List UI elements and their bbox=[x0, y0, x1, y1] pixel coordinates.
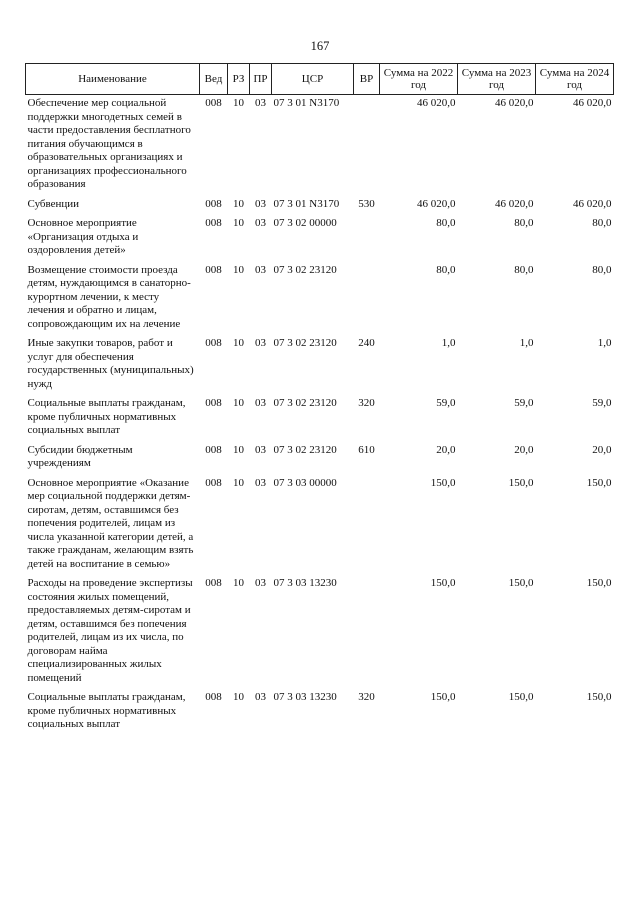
row-rz: 10 bbox=[233, 217, 244, 229]
row-csr: 07 3 01 N3170 bbox=[273, 197, 340, 210]
row-pr: 03 bbox=[255, 263, 266, 276]
table-row bbox=[26, 395, 614, 442]
row-ved: 008 bbox=[205, 337, 222, 349]
header-sum-2023: Сумма на 2023 год bbox=[458, 64, 536, 95]
row-name: Иные закупки товаров, работ и услуг для обеспечения государственных (муниципальных) нужд bbox=[27, 337, 194, 390]
table-row bbox=[26, 95, 614, 196]
row-sum-2023: 46 020,0 bbox=[495, 197, 534, 210]
row-vr: 320 bbox=[358, 397, 375, 409]
row-sum-2024: 59,0 bbox=[592, 397, 612, 409]
row-csr: 07 3 03 13230 bbox=[273, 577, 337, 589]
row-pr: 03 bbox=[255, 443, 266, 456]
row-pr: 03 bbox=[255, 197, 266, 210]
row-pr: 03 bbox=[255, 97, 266, 109]
row-sum-2023: 20,0 bbox=[514, 443, 534, 456]
row-csr: 07 3 02 23120 bbox=[273, 443, 337, 456]
row-name: Возмещение стоимости проезда детям, нуждающимся в санаторно-курортном лечении, к месту лечения и обратно и лицам, сопровождающим их на лечение bbox=[27, 263, 191, 330]
row-sum-2023: 46 020,0 bbox=[495, 97, 534, 109]
row-sum-2024: 80,0 bbox=[592, 263, 612, 276]
row-csr: 07 3 03 13230 bbox=[273, 691, 337, 703]
row-rz: 10 bbox=[233, 476, 244, 489]
row-vr: 240 bbox=[358, 337, 375, 349]
row-sum-2023: 59,0 bbox=[514, 397, 534, 409]
row-sum-2023: 150,0 bbox=[508, 691, 534, 703]
row-ved: 008 bbox=[205, 691, 222, 703]
row-vr: 610 bbox=[358, 443, 375, 456]
row-rz: 10 bbox=[233, 337, 244, 349]
header-ved: Вед bbox=[200, 64, 228, 95]
header-vr: ВР bbox=[354, 64, 380, 95]
row-name: Социальные выплаты гражданам, кроме публичных нормативных социальных выплат bbox=[27, 691, 186, 730]
row-sum-2023: 150,0 bbox=[508, 577, 534, 589]
row-ved: 008 bbox=[205, 97, 222, 109]
header-pr: ПР bbox=[250, 64, 272, 95]
header-sum-2022: Сумма на 2022 год bbox=[380, 64, 458, 95]
table-row bbox=[26, 689, 614, 736]
row-sum-2024: 46 020,0 bbox=[573, 197, 612, 210]
table-row bbox=[26, 262, 614, 336]
row-sum-2022: 20,0 bbox=[436, 443, 456, 456]
row-rz: 10 bbox=[233, 263, 244, 276]
row-name: Основное мероприятие «Оказание мер социальной поддержки детям-сиротам, детям, оставшимся без попечения родителей, лицам из числа указанной категории детей, а также гражданам, желающим взять детей на воспитание в семью» bbox=[27, 476, 194, 570]
row-sum-2022: 150,0 bbox=[430, 577, 456, 589]
row-sum-2022: 46 020,0 bbox=[417, 197, 456, 210]
row-pr: 03 bbox=[255, 577, 266, 589]
row-vr bbox=[354, 262, 380, 336]
table-row bbox=[26, 196, 614, 216]
row-csr: 07 3 01 N3170 bbox=[273, 97, 340, 109]
row-ved: 008 bbox=[205, 263, 222, 276]
row-sum-2023: 1,0 bbox=[519, 337, 534, 349]
row-name: Расходы на проведение экспертизы состояния жилых помещений, предоставляемых детям-сиротам и детям, оставшимся без попечения родителей, лицам из их числа, по договорам найма специализированных жилых помещений bbox=[27, 577, 193, 684]
row-ved: 008 bbox=[205, 476, 222, 489]
row-rz: 10 bbox=[233, 443, 244, 456]
budget-table bbox=[25, 63, 614, 736]
row-ved: 008 bbox=[205, 217, 222, 229]
row-rz: 10 bbox=[233, 397, 244, 409]
table-row bbox=[26, 575, 614, 689]
row-csr: 07 3 02 23120 bbox=[273, 337, 337, 349]
row-vr bbox=[354, 475, 380, 576]
row-sum-2024: 150,0 bbox=[586, 691, 612, 703]
row-pr: 03 bbox=[255, 476, 266, 489]
row-pr: 03 bbox=[255, 337, 266, 349]
row-csr: 07 3 03 00000 bbox=[273, 476, 337, 489]
row-rz: 10 bbox=[233, 691, 244, 703]
row-csr: 07 3 02 23120 bbox=[273, 263, 337, 276]
row-sum-2022: 46 020,0 bbox=[417, 97, 456, 109]
row-vr bbox=[354, 575, 380, 689]
row-sum-2024: 1,0 bbox=[597, 337, 612, 349]
row-sum-2022: 150,0 bbox=[430, 476, 456, 489]
row-ved: 008 bbox=[205, 443, 222, 456]
row-name: Основное мероприятие «Организация отдыха и оздоровления детей» bbox=[27, 217, 139, 256]
row-name: Субсидии бюджетным учреждениям bbox=[27, 443, 133, 469]
header-name: Наименование bbox=[26, 64, 200, 95]
row-rz: 10 bbox=[233, 97, 244, 109]
header-sum-2024: Сумма на 2024 год bbox=[536, 64, 614, 95]
row-ved: 008 bbox=[205, 197, 222, 210]
row-sum-2022: 80,0 bbox=[436, 263, 456, 276]
row-pr: 03 bbox=[255, 217, 266, 229]
row-sum-2023: 80,0 bbox=[514, 263, 534, 276]
row-sum-2022: 150,0 bbox=[430, 691, 456, 703]
row-rz: 10 bbox=[233, 197, 244, 210]
row-vr bbox=[354, 95, 380, 196]
row-ved: 008 bbox=[205, 577, 222, 589]
row-vr: 530 bbox=[358, 197, 375, 210]
table-row bbox=[26, 335, 614, 395]
row-sum-2024: 46 020,0 bbox=[573, 97, 612, 109]
header-rz: РЗ bbox=[228, 64, 250, 95]
row-sum-2022: 80,0 bbox=[436, 217, 456, 229]
row-pr: 03 bbox=[255, 397, 266, 409]
row-vr bbox=[354, 215, 380, 262]
row-sum-2022: 1,0 bbox=[441, 337, 456, 349]
row-sum-2024: 80,0 bbox=[592, 217, 612, 229]
row-name: Обеспечение мер социальной поддержки многодетных семей в части предоставления бесплатного питания обучающимся в образовательных организациях и организациях профессионального образования bbox=[27, 97, 191, 190]
row-rz: 10 bbox=[233, 577, 244, 589]
row-csr: 07 3 02 23120 bbox=[273, 397, 337, 409]
table-row bbox=[26, 442, 614, 475]
header-csr: ЦСР bbox=[272, 64, 354, 95]
row-name: Социальные выплаты гражданам, кроме публичных нормативных социальных выплат bbox=[27, 397, 186, 436]
header-row bbox=[26, 64, 614, 95]
page-number: 167 bbox=[310, 39, 330, 53]
row-sum-2023: 80,0 bbox=[514, 217, 534, 229]
row-sum-2022: 59,0 bbox=[436, 397, 456, 409]
row-pr: 03 bbox=[255, 691, 266, 703]
row-sum-2024: 150,0 bbox=[586, 476, 612, 489]
table-row bbox=[26, 475, 614, 576]
row-vr: 320 bbox=[358, 691, 375, 703]
row-sum-2024: 20,0 bbox=[592, 443, 612, 456]
row-sum-2024: 150,0 bbox=[586, 577, 612, 589]
table-row bbox=[26, 215, 614, 262]
row-csr: 07 3 02 00000 bbox=[273, 217, 337, 229]
row-ved: 008 bbox=[205, 397, 222, 409]
row-sum-2023: 150,0 bbox=[508, 476, 534, 489]
row-name: Субвенции bbox=[27, 197, 80, 210]
